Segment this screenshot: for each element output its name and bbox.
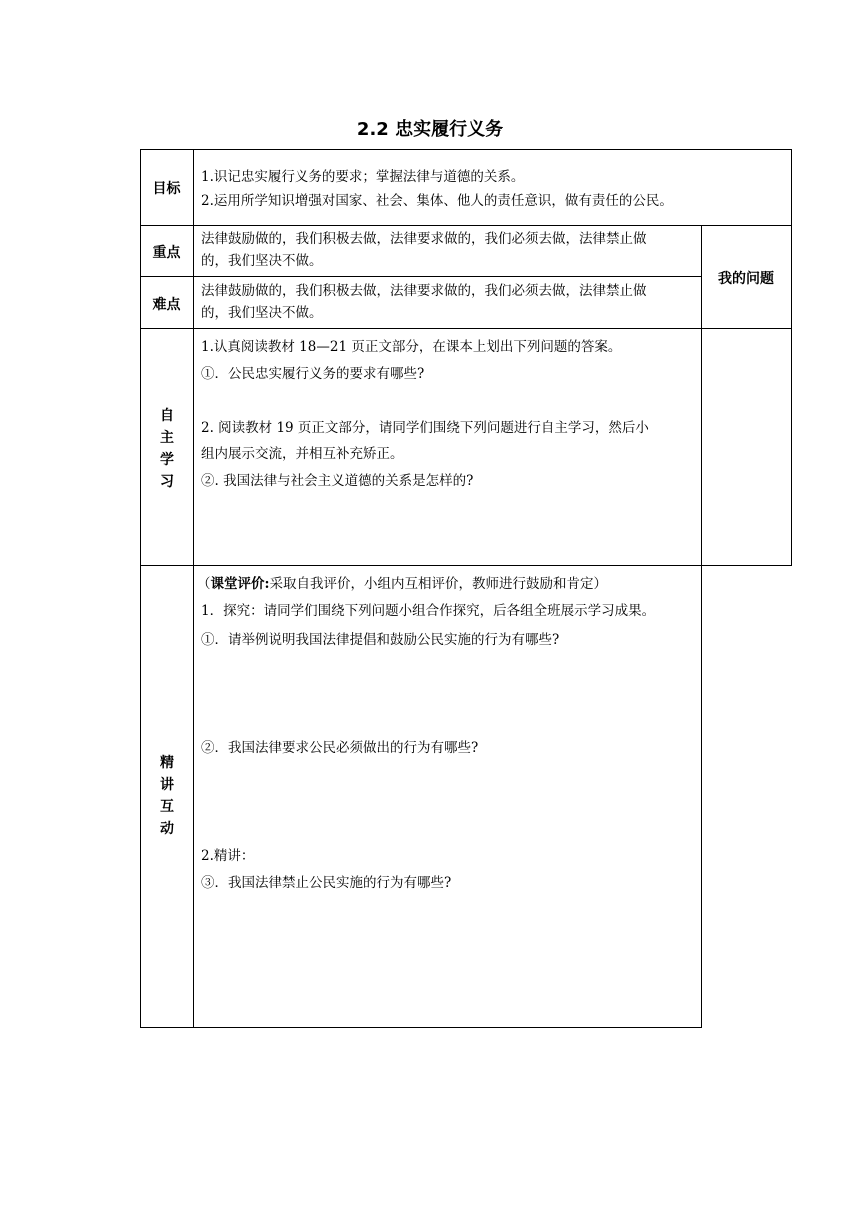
self-study-label — [157, 405, 177, 493]
interactive-label-char-1: 精 — [160, 755, 174, 771]
self-study-item-2-line-1: 2. 阅读教材 19 页正文部分，请同学们围绕下列问题进行自主学习，然后小 — [201, 420, 649, 436]
key-point-label: 重点 — [152, 245, 181, 261]
goal-line-2: 2.运用所学知识增强对国家、社会、集体、他人的责任意识，做有责任的公民。 — [201, 193, 673, 209]
eval-bold-label: 课堂评价: — [210, 576, 270, 592]
self-study-label-char-1: 自 — [160, 408, 174, 424]
self-study-label-char-3: 学 — [160, 452, 174, 468]
self-study-item-2-line-2: 组内展示交流，并相互补充矫正。 — [201, 446, 404, 462]
interactive-question-2: ②．我国法律要求公民必须做出的行为有哪些? — [201, 740, 479, 756]
self-study-question-2: ②. 我国法律与社会主义道德的关系是怎样的? — [201, 473, 474, 489]
difficult-point-line-2: 的，我们坚决不做。 — [201, 305, 323, 321]
goal-label: 目标 — [152, 181, 181, 197]
interactive-label-char-3: 互 — [160, 799, 174, 815]
self-study-item-1: 1.认真阅读教材 18—21 页正文部分，在课本上划出下列问题的答案。 — [201, 339, 622, 355]
eval-text: 采取自我评价，小组内互相评价，教师进行鼓励和肯定） — [269, 576, 607, 592]
self-study-label-char-4: 习 — [160, 474, 174, 490]
my-questions-label: 我的问题 — [718, 271, 774, 287]
classroom-evaluation — [197, 574, 607, 595]
page-title: 2.2 忠实履行义务 — [356, 119, 504, 140]
key-point-line-2: 的，我们坚决不做。 — [201, 253, 323, 269]
interactive-label-char-2: 讲 — [160, 777, 174, 793]
interactive-question-1: ①．请举例说明我国法律提倡和鼓励公民实施的行为有哪些? — [201, 632, 560, 648]
goal-line-1: 1.识记忠实履行义务的要求；掌握法律与道德的关系。 — [201, 169, 525, 185]
interactive-label — [157, 752, 177, 840]
self-study-label-char-2: 主 — [160, 430, 174, 446]
eval-open-paren: （ — [197, 576, 211, 592]
interactive-label-char-4: 动 — [160, 821, 174, 837]
difficult-point-line-1: 法律鼓励做的，我们积极去做，法律要求做的，我们必须去做，法律禁止做 — [201, 283, 647, 299]
interactive-question-3: ③．我国法律禁止公民实施的行为有哪些? — [201, 875, 452, 891]
self-study-question-1: ①．公民忠实履行义务的要求有哪些? — [201, 366, 425, 382]
difficult-point-label: 难点 — [152, 297, 181, 313]
key-point-line-1: 法律鼓励做的，我们积极去做，法律要求做的，我们必须去做，法律禁止做 — [201, 231, 647, 247]
interactive-item-2: 2.精讲： — [201, 848, 255, 864]
interactive-item-1: 1．探究：请同学们围绕下列问题小组合作探究，后各组全班展示学习成果。 — [201, 603, 656, 619]
